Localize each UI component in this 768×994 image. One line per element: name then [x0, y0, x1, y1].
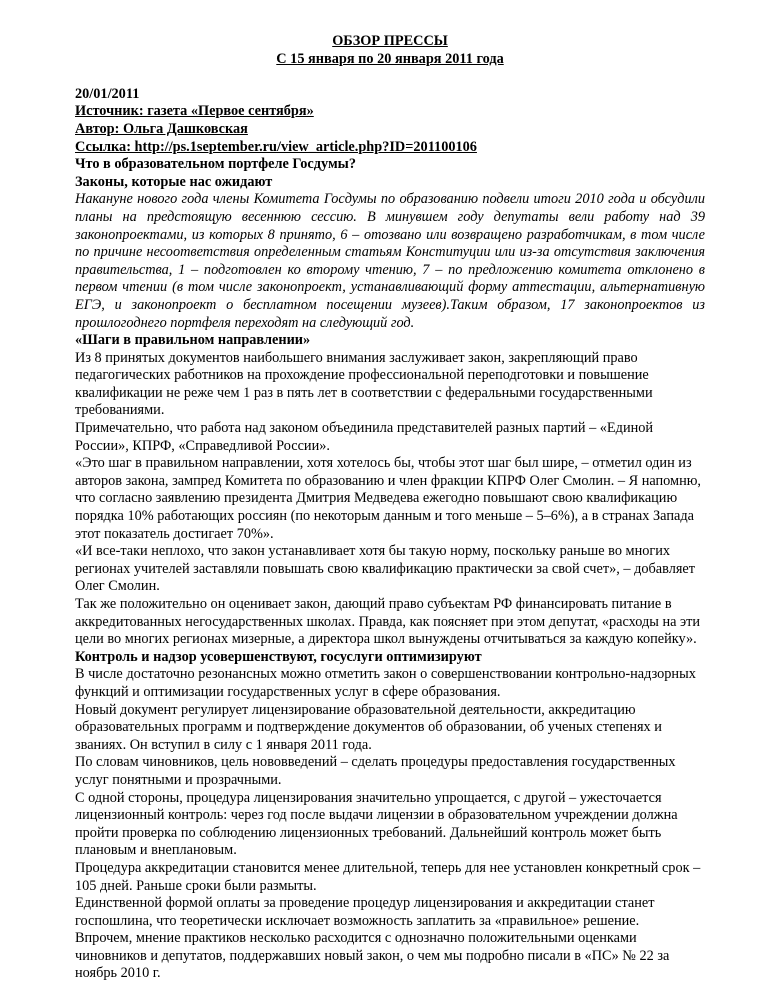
document-title: ОБЗОР ПРЕССЫ	[332, 33, 448, 49]
section2-paragraph: Новый документ регулирует лицензирование образовательной деятельности, аккредитацию образовательных программ и подтверждение документов об образовании, об ученых степенях и званиях. Он вступил в силу с 1 января 2011 года.	[75, 701, 662, 753]
section2-paragraph: Процедура аккредитации становится менее длительной, теперь для нее установлен конкретный срок – 105 дней. Раньше сроки были размыты.	[75, 859, 701, 894]
article-meta	[75, 86, 705, 156]
section1-paragraph: Так же положительно он оценивает закон, дающий право субъектам РФ финансировать питание в аккредитованных негосударственных школах. Правда, как поясняет при этом депутат, «расходы на эти цели во многих регионах мизерные, а директора школ вынуждены отчитываться за каждую копейку».	[75, 596, 701, 648]
section1-paragraph: «Это шаг в правильном направлении, хотя хотелось бы, чтобы этот шаг был шире, – отметил один из авторов закона, зампред Комитета по образованию и член фракции КПРФ Олег Смолин. – Я напомню, что согласно заявлению президента Дмитрия Медведева ежегодно повышают свою квалификацию порядка 10% работающих россиян (по некоторым данным и того меньше – 5–6%), а в странах Запада этот показатель достигает 70%».	[75, 455, 702, 542]
article-headline: Что в образовательном портфеле Госдумы?	[75, 156, 356, 173]
spacer	[75, 68, 705, 86]
article-link[interactable]: Ссылка: http://ps.1september.ru/view_article.php?ID=201100106	[75, 138, 477, 155]
section2-paragraph: По словам чиновников, цель нововведений – сделать процедуры предоставления государственных услуг понятными и прозрачными.	[75, 754, 676, 788]
document-header	[75, 33, 705, 68]
section1-paragraph: «И все-таки неплохо, что закон устанавливает хотя бы такую норму, поскольку раньше во многих регионах учителей заставляли повышать свою квалификацию практически за свой счет», – добавляет Олег Смолин.	[75, 543, 696, 595]
section1-paragraph: Примечательно, что работа над законом объединила представителей разных партий – «Единой России», КПРФ, «Справедливой России».	[75, 420, 654, 454]
section2-paragraph: Впрочем, мнение практиков несколько расходится с однозначно положительными оценками чиновников и депутатов, поддержавших новый закон, о чем мы подробно писали в «ПС» № 22 за ноябрь 2010 г.	[75, 930, 670, 982]
article-author: Автор: Ольга Дашковская	[75, 120, 248, 137]
section2-heading: Контроль и надзор усовершенствуют, госуслуги оптимизируют	[75, 648, 482, 665]
document-page	[75, 33, 705, 983]
section1-paragraph: Из 8 принятых документов наибольшего внимания заслуживает закон, закрепляющий право педагогических работников на прохождение профессиональной переподготовки и повышение квалификации не реже чем 1 раз в пять лет в соответствии с федеральными государственными требованиями.	[75, 349, 653, 419]
article-source: Источник: газета «Первое сентября»	[75, 103, 314, 120]
article-date: 20/01/2011	[75, 85, 140, 102]
article-subheadline: Законы, которые нас ожидают	[75, 173, 273, 190]
section2-paragraph: С одной стороны, процедура лицензирования значительно упрощается, с другой – ужесточается лицензионный контроль: через год после выдачи лицензии в образовательном учреждении должна пройти проверка по соблюдению лицензионных требований. Дальнейший контроль может быть плановым и внеплановым.	[75, 789, 678, 859]
section2-paragraph: В числе достаточно резонансных можно отметить закон о совершенствовании контрольно-надзорных функций и оптимизации государственных услуг в сфере образования.	[75, 666, 696, 700]
section1-heading: «Шаги в правильном направлении»	[75, 332, 311, 349]
section2-paragraph: Единственной формой оплаты за проведение процедур лицензирования и аккредитации станет госпошлина, что теоретически исключает возможность заплатить за «правильное» решение.	[75, 895, 655, 929]
article-intro: Накануне нового года члены Комитета Госдумы по образованию подвели итоги 2010 года и обсудили планы на предстоящую весеннюю сессию. В минувшем году депутаты вели работу над 39 законопроектами, из которых 8 принято, 6 – отозвано или возвращено разработчикам, в том числе по причине несоответствия определенным статьям Конституции или из-за отсутствия заключения правительства, 1 – подготовлен ко второму чтению, 7 – по предложению комитета отклонено в первом чтении (в том числе законопроект, устанавливающий форму аттестации, альтернативную ЕГЭ, и законопроект о бесплатном посещении музеев).Таким образом, 17 законопроектов из прошлогоднего портфеля переходят на следующий год.	[75, 191, 705, 331]
document-period: С 15 января по 20 января 2011 года	[276, 50, 504, 67]
